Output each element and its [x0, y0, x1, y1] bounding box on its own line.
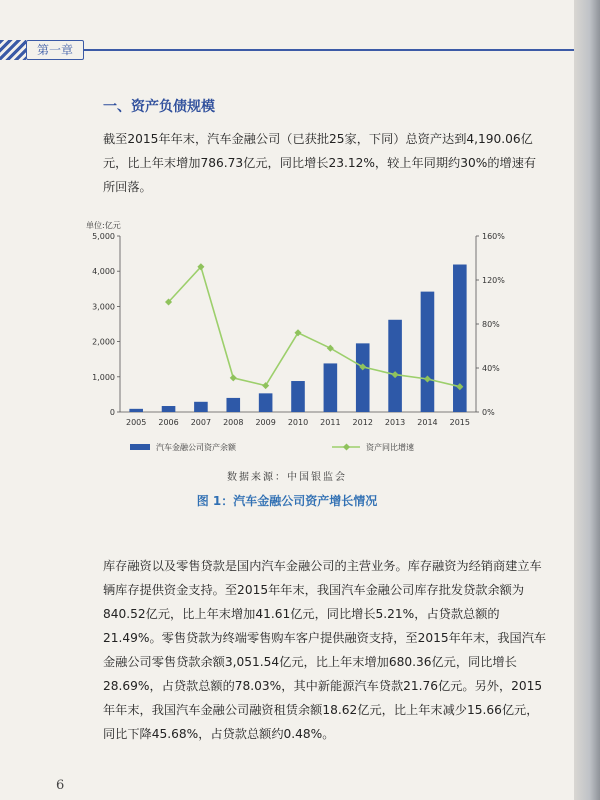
bar [259, 393, 273, 412]
bar [388, 320, 402, 412]
bar [129, 409, 143, 412]
y-axis-unit-label: 单位:亿元 [86, 221, 121, 230]
growth-point [327, 345, 334, 352]
y-left-tick-label: 1,000 [92, 372, 115, 382]
asset-growth-chart [84, 220, 514, 460]
growth-point [294, 329, 301, 336]
x-tick-label: 2009 [255, 418, 276, 427]
x-tick-label: 2005 [126, 418, 147, 427]
x-tick-label: 2006 [158, 418, 179, 427]
bar [421, 292, 435, 412]
legend-line-marker [343, 443, 350, 450]
x-tick-label: 2012 [352, 418, 373, 427]
x-tick-label: 2015 [449, 418, 470, 427]
x-tick-label: 2010 [287, 418, 309, 427]
bar [194, 402, 208, 412]
y-left-tick-label: 4,000 [92, 267, 115, 277]
legend-bar-label: 汽车金融公司资产余额 [156, 443, 236, 452]
bar [162, 406, 176, 412]
intro-paragraph: 截至2015年年末，汽车金融公司（已获批25家，下同）总资产达到4,190.06亿元，比上年末增加786.73亿元，同比增长23.12%，较上年同期约30%的增速有所回落。 [103, 132, 537, 194]
chapter-tab: 第一章 [26, 40, 84, 60]
x-tick-label: 2013 [384, 418, 406, 427]
y-left-tick-label: 2,000 [92, 337, 115, 347]
bar [226, 398, 240, 412]
y-left-tick-label: 5,000 [92, 232, 115, 241]
section-title: 一、资产负债规模 [103, 99, 215, 115]
bar [291, 381, 305, 412]
y-right-tick-label: 0% [482, 408, 495, 417]
y-left-tick-label: 0 [109, 408, 115, 417]
header-rule [84, 49, 574, 51]
growth-point [262, 382, 269, 389]
chapter-header [0, 40, 574, 60]
growth-point [230, 374, 237, 381]
bar [324, 363, 338, 412]
x-tick-label: 2007 [190, 418, 212, 427]
figure-caption: 图 1：汽车金融公司资产增长情况 [196, 494, 378, 508]
data-source: 数据来源：中国银监会 [227, 472, 347, 483]
y-left-tick-label: 3,000 [92, 302, 115, 312]
page-number: 6 [56, 778, 65, 793]
x-tick-label: 2011 [320, 418, 341, 427]
legend-line-label: 资产同比增速 [366, 443, 414, 452]
y-right-tick-label: 80% [482, 320, 500, 329]
y-right-tick-label: 120% [482, 276, 505, 285]
body-paragraph: 库存融资以及零售贷款是国内汽车金融公司的主营业务。库存融资为经销商建立车辆库存提供资金支持。至2015年年末，我国汽车金融公司库存批发贷款余额为840.52亿元，比上年末增加41.61亿元，同比增长5.21%，占贷款总额的21.49%。零售贷款为终端零售购车客户提供融资支持，至2015年年末，我国汽车金融公司零售贷款余额3,051.54亿元，比上年末增加680.36亿元，同比增长28.69%，占贷款总额的78.03%，其中新能源汽车贷款21.76亿元。另外，2015年年末，我国汽车金融公司融资租赁余额18.62亿元，比上年末减少15.66亿元，同比下降45.68%，占贷款总额约0.48%。 [103, 559, 547, 741]
legend-bar-swatch [130, 444, 150, 450]
header-stripes-decoration [0, 40, 26, 60]
x-tick-label: 2014 [417, 418, 438, 427]
x-tick-label: 2008 [223, 418, 244, 427]
y-right-tick-label: 160% [482, 232, 505, 241]
growth-line [169, 267, 460, 387]
next-page-edge [574, 0, 600, 800]
bar [356, 343, 370, 412]
y-right-tick-label: 40% [482, 364, 500, 373]
